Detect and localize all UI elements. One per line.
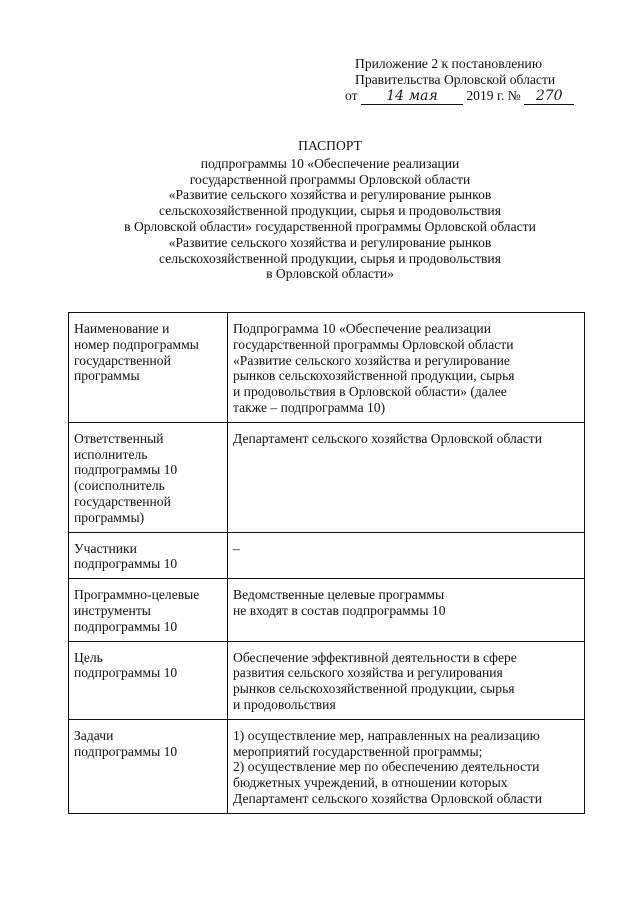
- row-label: [69, 313, 228, 423]
- label-line: (соисполнитель: [74, 478, 165, 494]
- label-line: Цель: [74, 649, 103, 665]
- value-line: «Развитие сельского хозяйства и регулирование: [233, 352, 510, 368]
- value-line: Обеспечение эффективной деятельности в сфере: [233, 649, 517, 665]
- appendix-line-2: Правительства Орловской области: [355, 71, 556, 87]
- table-row: [69, 579, 585, 641]
- row-label: [69, 422, 228, 532]
- value-line: 1) осуществление мер, направленных на реализацию: [233, 727, 540, 743]
- title-line: сельскохозяйственной продукции, сырья и продовольствия: [159, 250, 501, 266]
- value-line: Департамент сельского хозяйства Орловской области: [233, 790, 543, 806]
- row-value: [228, 532, 585, 579]
- label-line: подпрограммы 10: [74, 556, 178, 572]
- value-line: бюджетных учреждений, в отношении которых: [233, 775, 508, 791]
- table-row: [69, 422, 585, 532]
- row-value: [228, 422, 585, 532]
- title-line: «Развитие сельского хозяйства и регулирование рынков: [168, 234, 492, 250]
- value-dash: –: [233, 540, 240, 556]
- label-line: Программно-целевые: [74, 587, 200, 603]
- value-line: Подпрограмма 10 «Обеспечение реализации: [233, 321, 491, 336]
- label-line: программы: [74, 368, 140, 384]
- table-row: [69, 719, 585, 813]
- row-value: [228, 719, 585, 813]
- passport-heading: ПАСПОРТ: [298, 138, 362, 153]
- document-title: [90, 138, 570, 282]
- title-line: сельскохозяйственной продукции, сырья и продовольствия: [159, 203, 501, 219]
- passport-table: [68, 312, 585, 814]
- value-line: рынков сельскохозяйственной продукции, сырья: [233, 368, 515, 384]
- value-line: государственной программы Орловской области: [233, 336, 514, 352]
- appendix-header: [345, 56, 615, 105]
- value-line: и продовольствия в Орловской области» (далее: [233, 384, 507, 400]
- table-row: [69, 313, 585, 423]
- value-line: развития сельского хозяйства и регулирования: [233, 665, 503, 681]
- table-row: [69, 641, 585, 719]
- label-line: подпрограммы 10: [74, 618, 178, 634]
- value-line: 2) осуществление мер по обеспечению деятельности: [233, 759, 540, 775]
- label-line: Ответственный: [74, 430, 164, 446]
- handwritten-date: 14 мая: [361, 89, 463, 106]
- label-line: Наименование и: [74, 321, 170, 336]
- label-line: государственной: [74, 493, 171, 509]
- row-value: [228, 641, 585, 719]
- row-label: [69, 532, 228, 579]
- row-label: [69, 641, 228, 719]
- label-line: исполнитель: [74, 446, 148, 462]
- value-line: Ведомственные целевые программы: [233, 587, 445, 603]
- table-row: [69, 532, 585, 579]
- value-line: рынков сельскохозяйственной продукции, сырья: [233, 681, 515, 697]
- row-value: [228, 313, 585, 423]
- value-line: также – подпрограмма 10): [233, 399, 386, 415]
- appendix-line-1: Приложение 2 к постановлению: [355, 56, 542, 71]
- label-line: государственной: [74, 352, 171, 368]
- row-label: [69, 719, 228, 813]
- title-line: в Орловской области»: [266, 266, 394, 282]
- label-line: Участники: [74, 540, 137, 556]
- row-value: [228, 579, 585, 641]
- title-line: в Орловской области» государственной программы Орловской области: [124, 218, 536, 234]
- label-line: Задачи: [74, 727, 114, 743]
- title-line: подпрограммы 10 «Обеспечение реализации: [200, 155, 460, 171]
- value-line: Департамент сельского хозяйства Орловской области: [233, 430, 543, 446]
- title-line: государственной программы Орловской области: [189, 171, 471, 187]
- label-line: программы): [74, 509, 145, 525]
- title-line: «Развитие сельского хозяйства и регулирование рынков: [168, 187, 492, 203]
- label-line: подпрограммы 10: [74, 665, 178, 681]
- label-line: инструменты: [74, 602, 151, 618]
- value-line: и продовольствия: [233, 696, 336, 712]
- date-year: 2019 г. №: [466, 87, 521, 103]
- label-line: номер подпрограммы: [74, 336, 199, 352]
- value-line: не входят в состав подпрограммы 10: [233, 602, 446, 618]
- label-line: подпрограммы 10: [74, 462, 178, 478]
- date-prefix: от: [345, 87, 358, 103]
- handwritten-number: 270: [524, 89, 574, 106]
- row-label: [69, 579, 228, 641]
- label-line: подпрограммы 10: [74, 743, 178, 759]
- value-line: мероприятий государственной программы;: [233, 743, 483, 759]
- appendix-date-line: [345, 88, 615, 106]
